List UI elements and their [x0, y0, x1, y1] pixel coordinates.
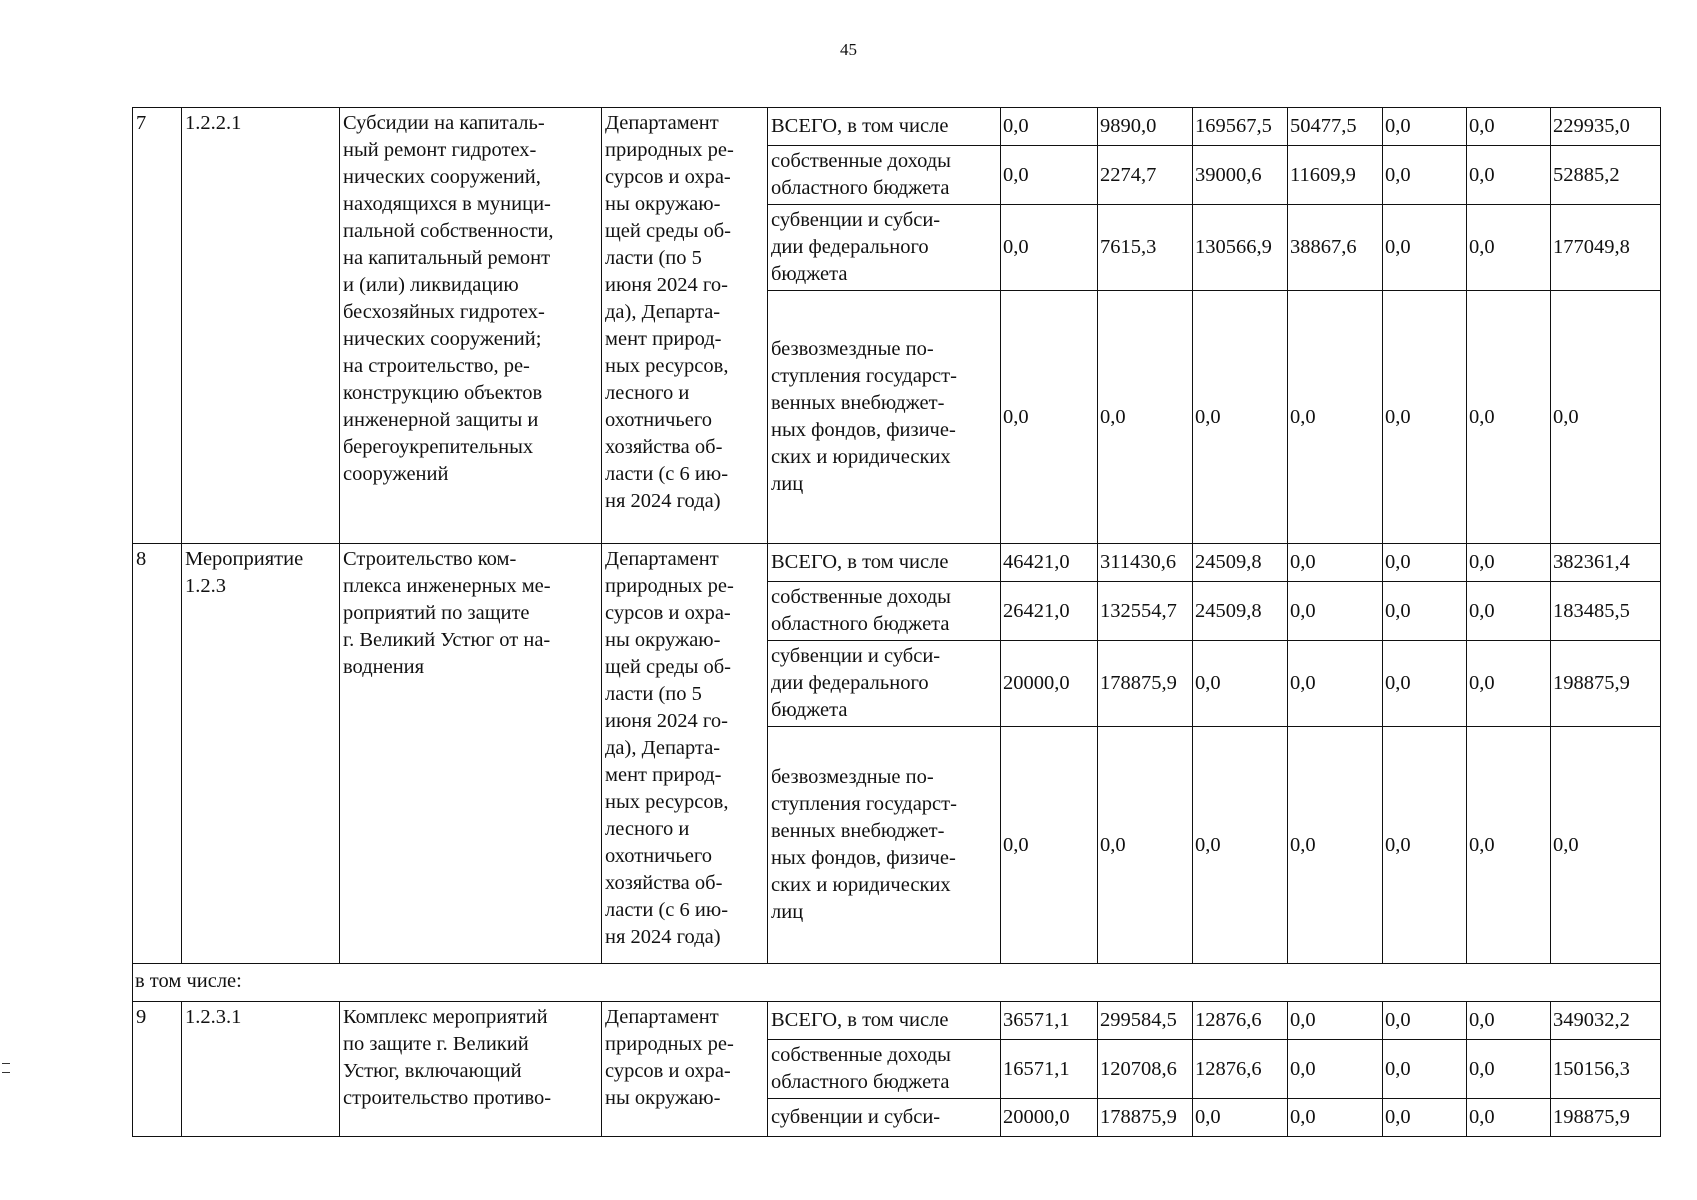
value-cell: 0,0	[1467, 1040, 1551, 1099]
value-cell: 0,0	[1467, 291, 1551, 544]
value-cell: 0,0	[1467, 1099, 1551, 1137]
responsible-executor: Департамент природных ре- сурсов и охра- ны окружаю- щей среды об- ласти (по 5 июня 2024 го- да), Департа- мент природ- ных ресурсов, лесного и охотничьего хозяйства об- ласти (с 6 ию- ня 2024 года)	[602, 544, 768, 964]
activity-code: 1.2.2.1	[182, 108, 340, 544]
value-cell: 46421,0	[1001, 544, 1098, 582]
value-cell: 0,0	[1467, 641, 1551, 727]
value-cell: 0,0	[1467, 108, 1551, 146]
funding-source: субвенции и субси- дии федерального бюджета	[768, 205, 1001, 291]
value-cell: 24509,8	[1193, 544, 1288, 582]
table-row	[133, 544, 1661, 582]
value-cell: 0,0	[1467, 582, 1551, 641]
value-cell: 20000,0	[1001, 641, 1098, 727]
total-cell: 229935,0	[1551, 108, 1661, 146]
including-label: в том числе:	[133, 964, 1661, 1002]
value-cell: 0,0	[1467, 727, 1551, 964]
row-number: 9	[133, 1002, 182, 1137]
funding-table	[132, 107, 1661, 1137]
value-cell: 0,0	[1193, 291, 1288, 544]
value-cell: 0,0	[1383, 108, 1467, 146]
value-cell: 11609,9	[1288, 146, 1383, 205]
value-cell: 0,0	[1383, 146, 1467, 205]
total-cell: 177049,8	[1551, 205, 1661, 291]
funding-source: ВСЕГО, в том числе	[768, 108, 1001, 146]
total-cell: 150156,3	[1551, 1040, 1661, 1099]
value-cell: 0,0	[1193, 1099, 1288, 1137]
total-cell: 183485,5	[1551, 582, 1661, 641]
value-cell: 0,0	[1193, 641, 1288, 727]
value-cell: 0,0	[1098, 291, 1193, 544]
table-row	[133, 108, 1661, 146]
value-cell: 0,0	[1467, 205, 1551, 291]
total-cell: 0,0	[1551, 291, 1661, 544]
responsible-executor: Департамент природных ре- сурсов и охра- ны окружаю- щей среды об- ласти (по 5 июня 2024 го- да), Департа- мент природ- ных ресурсов, лесного и охотничьего хозяйства об- ласти (с 6 ию- ня 2024 года)	[602, 108, 768, 544]
value-cell: 132554,7	[1098, 582, 1193, 641]
responsible-executor: Департамент природных ре- сурсов и охра- ны окружаю-	[602, 1002, 768, 1137]
activity-name: Комплекс мероприятий по защите г. Великий Устюг, включающий строительство противо-	[340, 1002, 602, 1137]
value-cell: 16571,1	[1001, 1040, 1098, 1099]
total-cell: 198875,9	[1551, 1099, 1661, 1137]
funding-source: безвозмездные по- ступления государст- венных внебюджет- ных фондов, физиче- ских и юридических лиц	[768, 727, 1001, 964]
value-cell: 20000,0	[1001, 1099, 1098, 1137]
value-cell: 0,0	[1383, 1040, 1467, 1099]
row-number: 7	[133, 108, 182, 544]
value-cell: 0,0	[1288, 727, 1383, 964]
value-cell: 36571,1	[1001, 1002, 1098, 1040]
value-cell: 26421,0	[1001, 582, 1098, 641]
value-cell: 39000,6	[1193, 146, 1288, 205]
value-cell: 0,0	[1383, 1002, 1467, 1040]
activity-code: 1.2.3.1	[182, 1002, 340, 1137]
value-cell: 12876,6	[1193, 1040, 1288, 1099]
value-cell: 0,0	[1383, 641, 1467, 727]
value-cell: 7615,3	[1098, 205, 1193, 291]
value-cell: 0,0	[1288, 582, 1383, 641]
table-row	[133, 964, 1661, 1002]
funding-source: собственные доходы областного бюджета	[768, 146, 1001, 205]
value-cell: 2274,7	[1098, 146, 1193, 205]
value-cell: 0,0	[1467, 1002, 1551, 1040]
activity-code: Мероприятие 1.2.3	[182, 544, 340, 964]
value-cell: 130566,9	[1193, 205, 1288, 291]
value-cell: 0,0	[1383, 291, 1467, 544]
total-cell: 0,0	[1551, 727, 1661, 964]
value-cell: 0,0	[1288, 1002, 1383, 1040]
value-cell: 0,0	[1288, 1040, 1383, 1099]
value-cell: 0,0	[1383, 727, 1467, 964]
value-cell: 24509,8	[1193, 582, 1288, 641]
funding-source: ВСЕГО, в том числе	[768, 1002, 1001, 1040]
value-cell: 50477,5	[1288, 108, 1383, 146]
funding-source: безвозмездные по- ступления государст- венных внебюджет- ных фондов, физиче- ских и юридических лиц	[768, 291, 1001, 544]
value-cell: 0,0	[1001, 291, 1098, 544]
funding-source: собственные доходы областного бюджета	[768, 582, 1001, 641]
value-cell: 0,0	[1288, 641, 1383, 727]
value-cell: 178875,9	[1098, 1099, 1193, 1137]
binding-marks	[2, 1063, 10, 1081]
value-cell: 0,0	[1288, 544, 1383, 582]
value-cell: 0,0	[1383, 544, 1467, 582]
binding-mark	[2, 1063, 10, 1064]
value-cell: 120708,6	[1098, 1040, 1193, 1099]
value-cell: 0,0	[1288, 1099, 1383, 1137]
value-cell: 0,0	[1001, 146, 1098, 205]
value-cell: 0,0	[1001, 727, 1098, 964]
table-row	[133, 1002, 1661, 1040]
value-cell: 0,0	[1467, 146, 1551, 205]
activity-name: Субсидии на капиталь- ный ремонт гидротех- нических сооружений, находящихся в муници- пальной собственности, на капитальный ремонт и (или) ликвидацию бесхозяйных гидротех- нических сооружений; на строительство, ре- конструкцию объектов инженерной защиты и берегоукрепительных сооружений	[340, 108, 602, 544]
value-cell: 0,0	[1288, 291, 1383, 544]
value-cell: 0,0	[1383, 1099, 1467, 1137]
funding-source: субвенции и субси- дии федерального бюджета	[768, 641, 1001, 727]
funding-source: собственные доходы областного бюджета	[768, 1040, 1001, 1099]
total-cell: 349032,2	[1551, 1002, 1661, 1040]
activity-name: Строительство ком- плекса инженерных ме- роприятий по защите г. Великий Устюг от на- воднения	[340, 544, 602, 964]
value-cell: 9890,0	[1098, 108, 1193, 146]
value-cell: 0,0	[1001, 205, 1098, 291]
page-number: 45	[840, 40, 857, 59]
funding-source: субвенции и субси-	[768, 1099, 1001, 1137]
value-cell: 311430,6	[1098, 544, 1193, 582]
value-cell: 0,0	[1001, 108, 1098, 146]
value-cell: 38867,6	[1288, 205, 1383, 291]
total-cell: 198875,9	[1551, 641, 1661, 727]
value-cell: 0,0	[1383, 582, 1467, 641]
funding-source: ВСЕГО, в том числе	[768, 544, 1001, 582]
row-number: 8	[133, 544, 182, 964]
value-cell: 12876,6	[1193, 1002, 1288, 1040]
total-cell: 52885,2	[1551, 146, 1661, 205]
value-cell: 178875,9	[1098, 641, 1193, 727]
value-cell: 0,0	[1098, 727, 1193, 964]
value-cell: 0,0	[1193, 727, 1288, 964]
value-cell: 0,0	[1383, 205, 1467, 291]
value-cell: 299584,5	[1098, 1002, 1193, 1040]
value-cell: 0,0	[1467, 544, 1551, 582]
binding-mark	[2, 1072, 10, 1073]
value-cell: 169567,5	[1193, 108, 1288, 146]
total-cell: 382361,4	[1551, 544, 1661, 582]
